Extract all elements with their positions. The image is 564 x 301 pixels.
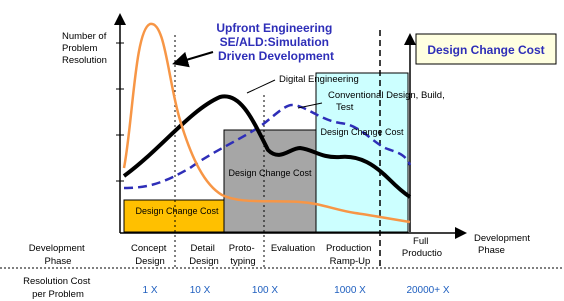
x-axis-label: Development Phase	[474, 233, 530, 256]
cost-block-label: Design Change Cost	[135, 206, 219, 216]
cost-value: 20000+ X	[406, 285, 450, 296]
cost-value: 1 X	[142, 285, 158, 296]
digital-pointer	[247, 80, 275, 93]
phase-detail-design: Detail Design	[189, 243, 219, 267]
cost-block-concept	[124, 200, 230, 232]
phase-production-ramp-up: Production Ramp-Up	[325, 243, 372, 267]
digital-engineering-label: Digital Engineering	[279, 74, 359, 85]
phase-concept-design: Concept Design	[130, 243, 167, 267]
cost-block-label: Design Change Cost	[320, 127, 404, 137]
phase-evaluation: Evaluation	[270, 243, 316, 254]
design-change-cost-title: Design Change Cost	[427, 43, 545, 57]
conventional-label: Conventional Design, Build, Test	[328, 90, 445, 113]
upfront-engineering-label: Upfront Engineering SE/ALD:Simulation Driven Development	[216, 21, 335, 63]
phase-prototyping: Proto- typing	[228, 243, 256, 267]
cost-value: 10 X	[189, 285, 211, 296]
y-axis-label: Number of Problem Resolution	[62, 31, 107, 66]
cost-block-label: Design Change Cost	[228, 168, 312, 178]
cost-value: 100 X	[251, 285, 279, 296]
cost-row-heading: Resolution Cost per Problem	[23, 276, 91, 300]
cost-block-evaluation	[224, 130, 316, 232]
phase-row-heading: Development Phase	[28, 243, 85, 267]
upfront-pointer	[176, 52, 213, 63]
phase-full-production: Full Productio	[401, 236, 443, 259]
cost-value: 1000 X	[334, 285, 366, 296]
